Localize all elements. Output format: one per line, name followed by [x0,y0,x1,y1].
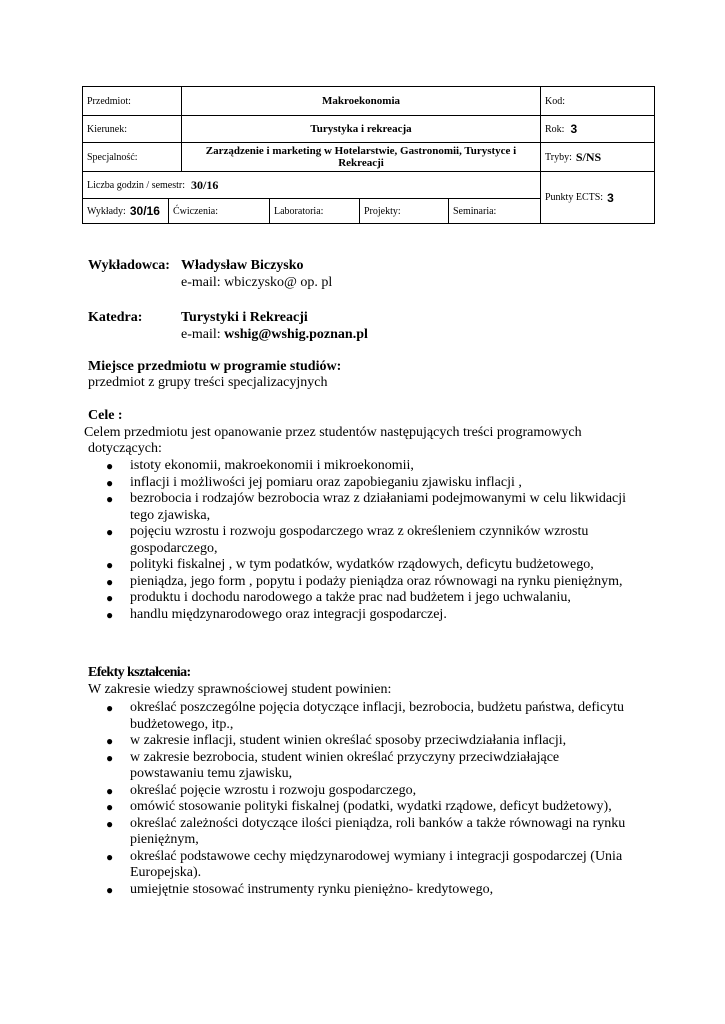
kierunek-value: Turystyka i rekreacja [182,116,541,142]
department-name: Turystyki i Rekreacji [181,310,308,325]
outcome-text: określać podstawowe cechy międzynarodowej wymiany i integracji gospodarczej (Unia Europejska). [130,848,623,880]
list-item [106,782,630,800]
projekty-label: Projekty: [360,199,449,223]
list-item [106,590,630,607]
goal-text: handlu międzynarodowego oraz integracji gospodarczej. [130,606,447,622]
department-email: wshig@wshig.poznan.pl [224,327,368,342]
department-email-prefix: e-mail: [181,327,225,342]
bullet-icon: ● [106,816,114,831]
list-item [106,606,630,624]
row-kierunek [83,116,654,143]
goal-text: istoty ekonomii, makroekonomii i mikroekonomii, [130,458,414,473]
wyklady-cell [83,199,169,223]
outcomes-intro: W zakresie wiedzy sprawnościowej student powinien: [88,682,392,697]
liczba-godzin-value: 30/16 [191,177,219,192]
goals-heading: Cele : [88,408,123,423]
hours-breakdown [83,199,540,223]
cwiczenia-label: Ćwiczenia: [169,199,270,223]
outcome-text: omówić stosowanie polityki fiskalnej (podatki, wydatki rządowe, deficyt budżetowy), [130,799,612,814]
rok-value: 3 [570,122,578,136]
place-heading: Miejsce przedmiotu w programie studiów: [88,359,342,374]
row-przedmiot [83,87,654,116]
punkty-label: Punkty ECTS: [545,192,604,203]
goal-text: produktu i dochodu narodowego a także prac nad budżetem i jego uchwalaniu, [130,590,571,605]
tryby-cell [541,143,654,171]
goal-text: bezrobocia i rodzajów bezrobocia wraz z działaniami podejmowanymi w celu likwidacji tego zjawiska, [130,491,627,523]
przedmiot-label: Przedmiot: [83,87,182,115]
goals-list [106,458,630,623]
outcome-text: określać poszczególne pojęcia dotyczące inflacji, bezrobocia, budżetu państwa, deficytu budżetowego, itp., [130,700,625,732]
bullet-icon: ● [106,492,114,506]
outcome-text: w zakresie inflacji, student winien określać sposoby przeciwdziałania inflacji, [130,733,567,748]
specjalnosc-label: Specjalność: [83,143,182,171]
bullet-icon: ● [106,750,114,765]
przedmiot-value: Makroekonomia [182,87,541,115]
lecturer-name: Władysław Biczysko [181,258,304,273]
outcome-text: określać pojęcie wzrostu i rozwoju gospodarczego, [130,782,417,798]
outcomes-heading: Efekty kształcenia: [88,665,191,680]
row-specjalnosc [83,143,654,172]
liczba-godzin-cell [83,172,540,199]
bullet-icon: ● [106,734,114,748]
goal-text: pieniądza, jego form , popytu i podaży pieniądza oraz równowagi na rynku pieniężnym, [130,573,623,589]
outcome-text: w zakresie bezrobocia, student winien określać przyczyny przeciwdziałające powstawaniu temu zjawisku, [130,749,560,781]
list-item [106,474,630,492]
department-label: Katedra: [88,310,143,325]
bullet-icon: ● [106,882,114,897]
bullet-icon: ● [106,849,114,864]
outcome-text: umiejętnie stosować instrumenty rynku pieniężno- kredytowego, [130,881,494,897]
course-info-table [82,86,655,224]
specjalnosc-value: Zarządzenie i marketing w Hotelarstwie, Gastronomii, Turystyce i Rekreacji [182,143,541,171]
kierunek-label: Kierunek: [83,116,182,142]
wyklady-value: 30/16 [129,204,160,218]
goal-text: pojęciu wzrostu i rozwoju gospodarczego wraz z określeniem czynników wzrostu gospodarczego, [130,524,589,556]
list-item [106,491,630,524]
list-item [106,524,630,557]
bullet-icon: ● [106,591,114,605]
laboratoria-label: Laboratoria: [270,199,360,223]
hours-block [83,172,541,223]
kod-label: Kod: [545,95,565,107]
bullet-icon: ● [106,475,114,490]
lecturer-email: e-mail: wbiczysko@ op. pl [181,275,333,290]
punkty-cell [541,172,654,223]
department-email-line [181,327,368,343]
tryby-label: Tryby: [545,151,572,163]
bullet-icon: ● [106,607,114,622]
list-item [106,848,630,882]
lecturer-label: Wykładowca: [88,258,170,273]
bullet-icon: ● [106,459,114,473]
punkty-value: 3 [607,190,614,205]
liczba-godzin-label: Liczba godzin / semestr: [87,179,186,191]
goals-intro-line2: dotyczących: [88,441,162,456]
list-item [106,557,630,574]
list-item [106,458,630,475]
goal-text: inflacji i możliwości jej pomiaru oraz zapobieganiu zjawisku inflacji , [130,474,522,490]
bullet-icon: ● [106,558,114,572]
goal-text: polityki fiskalnej , w tym podatków, wydatków rządowych, deficytu budżetowego, [130,557,594,572]
list-item [106,700,630,733]
list-item [106,799,630,816]
rok-cell [541,116,654,142]
bullet-icon: ● [106,525,114,539]
list-item [106,881,630,899]
outcomes-list [106,700,630,898]
goals-intro-line1: Celem przedmiotu jest opanowanie przez studentów następujących treści programowych [84,425,582,440]
bullet-icon: ● [106,701,114,715]
list-item [106,573,630,591]
wyklady-label: Wykłady: [87,205,126,217]
tryby-value: S/NS [575,149,602,164]
place-text: przedmiot z grupy treści specjalizacyjnych [88,375,328,390]
seminaria-label: Seminaria: [453,205,497,217]
list-item [106,749,630,783]
list-item [106,733,630,750]
list-item [106,815,630,849]
row-godziny [83,172,654,223]
bullet-icon: ● [106,574,114,589]
bullet-icon: ● [106,800,114,814]
rok-label: Rok: [545,123,565,135]
outcome-text: określać zależności dotyczące ilości pieniądza, roli banków a także równowagi na rynku pieniężnym, [130,815,626,847]
bullet-icon: ● [106,783,114,798]
